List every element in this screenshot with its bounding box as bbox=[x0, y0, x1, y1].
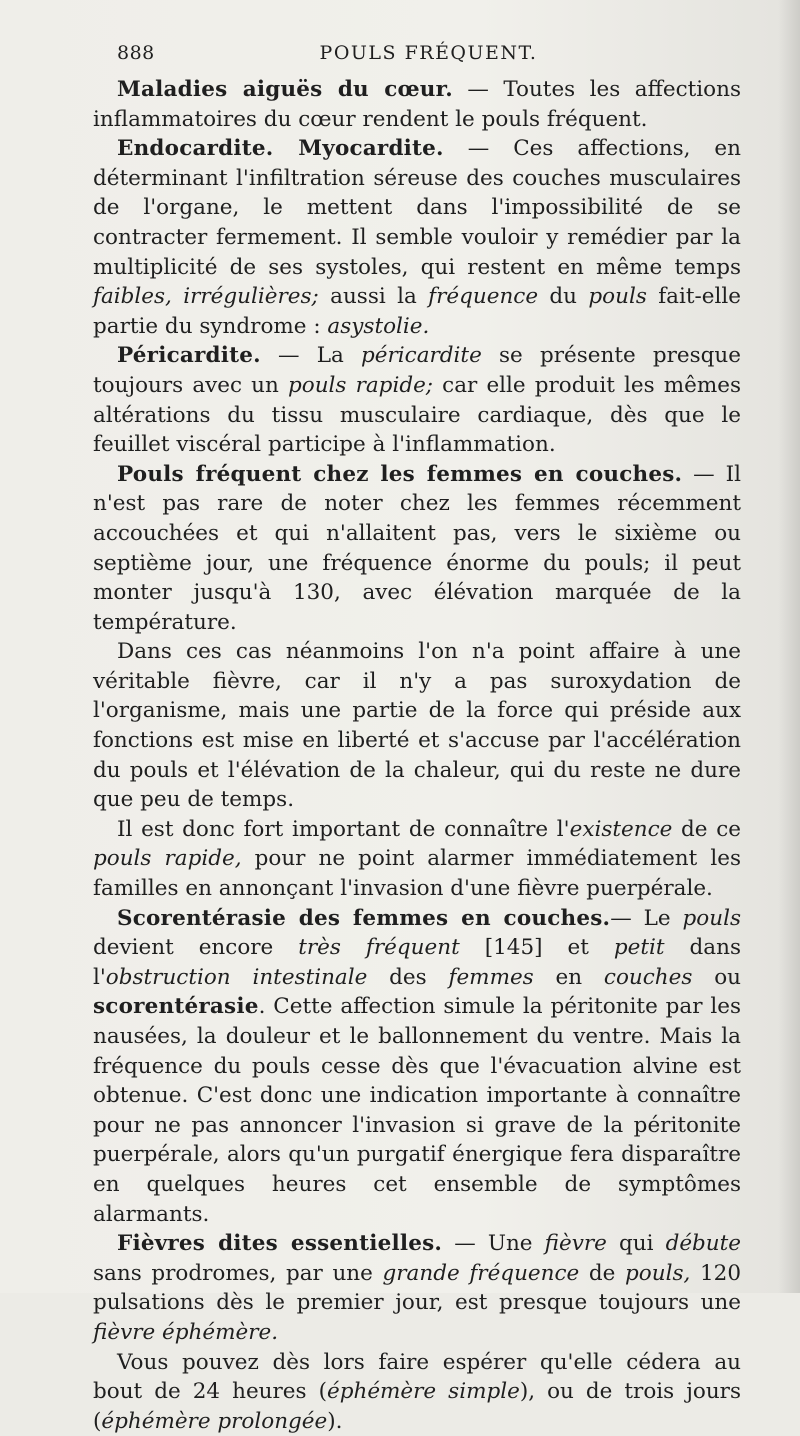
page-header bbox=[117, 40, 740, 72]
dash: — bbox=[442, 1231, 488, 1257]
paragraph-text: se présente presque toujours avec un bbox=[93, 343, 742, 398]
paragraph-text: [145] et bbox=[459, 935, 614, 961]
emphasis: éphémère prolongée bbox=[101, 1408, 328, 1434]
paragraph-text: Toutes les affections inflammatoires du cœur rendent le pouls fréquent. bbox=[93, 77, 741, 132]
run-in-heading: Fièvres dites essentielles. bbox=[117, 1231, 443, 1257]
emphasis: obstruction intestinale bbox=[105, 964, 368, 990]
paragraph-text: Il est donc fort important de connaître l' bbox=[117, 816, 570, 842]
paragraph-text: de ce bbox=[672, 816, 741, 842]
paragraph-text: des bbox=[367, 964, 449, 990]
emphasis: fièvre bbox=[544, 1231, 607, 1257]
dash: — bbox=[443, 136, 514, 162]
paragraph-maladies-aigues bbox=[93, 75, 741, 134]
paragraph-text: car elle produit les mêmes altérations du tissu musculaire cardiaque, dès que le feuillet viscéral participe à l'inflammation. bbox=[93, 372, 742, 458]
paragraph-text: 120 pulsations dès le premier jour, est presque toujours une bbox=[93, 1260, 742, 1316]
emphasis: pouls, bbox=[625, 1260, 691, 1286]
paragraph-text: Le bbox=[643, 905, 683, 931]
paragraph-text: dans l' bbox=[93, 935, 741, 990]
bold-term: scorentérasie bbox=[93, 994, 259, 1020]
run-in-heading: Maladies aiguës du cœur. bbox=[117, 77, 453, 102]
emphasis: femmes bbox=[448, 964, 534, 990]
emphasis: pouls rapide, bbox=[93, 846, 242, 872]
emphasis: existence bbox=[569, 816, 673, 842]
run-in-heading: Pouls fréquent chez les femmes en couches. bbox=[117, 461, 683, 487]
dash: — bbox=[610, 905, 644, 931]
paragraph-text: ou bbox=[692, 964, 741, 990]
dash: — bbox=[682, 461, 726, 487]
run-in-heading: Péricardite. bbox=[117, 343, 261, 369]
paragraph-text: aussi la bbox=[318, 284, 417, 310]
emphasis: éphémère simple bbox=[326, 1379, 520, 1405]
run-in-heading: Scorentérasie des femmes en couches. bbox=[117, 905, 611, 931]
page-edge-shadow bbox=[778, 0, 800, 1293]
emphasis: pouls bbox=[682, 905, 741, 931]
paragraph-pericardite bbox=[93, 341, 741, 459]
paragraph-text: Il n'est pas rare de noter chez les femmes récemment accouchées et qui n'allaitent pas, vers le sixième ou septième jour, une fréquence énorme du pouls; il peut monter jusqu'à 130, avec élévation marquée de la température. bbox=[93, 461, 741, 635]
paragraph-text: en bbox=[533, 964, 604, 990]
paragraph-text: qui bbox=[606, 1231, 666, 1257]
body-text bbox=[93, 75, 741, 1436]
paragraph-text: La bbox=[316, 343, 362, 369]
paragraph-text: de bbox=[579, 1260, 626, 1286]
emphasis: fièvre éphémère. bbox=[93, 1319, 279, 1345]
emphasis: péricardite bbox=[361, 343, 482, 369]
paragraph-pouls-rapide bbox=[93, 815, 741, 904]
emphasis: grande fréquence bbox=[382, 1260, 580, 1286]
paragraph-text: sans prodromes, par une bbox=[93, 1260, 383, 1286]
paragraph-text: Ces affections, en déterminant l'infiltration séreuse des couches musculaires de l'organe, le mettent dans l'impossibilité de se contracter fermement. Il semble vouloir y remédier par la multiplicité de ses systoles, qui restent en même temps bbox=[93, 136, 741, 280]
emphasis: débute bbox=[665, 1231, 742, 1257]
emphasis: fréquence bbox=[428, 284, 539, 310]
paragraph-fievre-veritable bbox=[93, 637, 741, 815]
paragraph-text: Vous pouvez dès lors faire espérer qu'elle cédera au bout de 24 heures ( bbox=[93, 1349, 741, 1405]
page-number: 888 bbox=[117, 42, 155, 64]
paragraph-text: ). bbox=[327, 1408, 343, 1434]
paragraph-text: ), ou de trois jours ( bbox=[93, 1379, 741, 1434]
run-in-heading: Endocardite. Myocardite. bbox=[117, 136, 444, 162]
paragraph-text: devient encore bbox=[93, 935, 299, 961]
paragraph-endocardite bbox=[93, 134, 741, 341]
paragraph-fievres-essentielles bbox=[93, 1229, 741, 1347]
emphasis: très fréquent bbox=[298, 935, 460, 961]
paragraph-text: fait-elle partie du syndrome : bbox=[93, 284, 741, 339]
running-title: POULS FRÉQUENT. bbox=[319, 42, 538, 64]
dash: — bbox=[452, 77, 504, 102]
emphasis: petit bbox=[613, 935, 665, 961]
paragraph-text: pour ne point alarmer immédiatement les familles en annonçant l'invasion d'une fièvre puerpérale. bbox=[93, 846, 741, 902]
emphasis: pouls bbox=[588, 284, 647, 310]
paragraph-text: Dans ces cas néanmoins l'on n'a point affaire à une véritable fièvre, car il n'y a pas suroxydation de l'organisme, mais une partie de la force qui préside aux fonctions est mise en liberté et s'accuse par l'accélération du pouls et l'élévation de la chaleur, qui du reste ne dure que peu de temps. bbox=[93, 639, 741, 813]
emphasis: couches bbox=[603, 964, 693, 990]
paragraph-text: Une bbox=[487, 1231, 545, 1257]
emphasis: pouls rapide; bbox=[288, 372, 434, 398]
paragraph-text: du bbox=[538, 284, 589, 310]
emphasis: faibles, irrégulières; bbox=[93, 284, 319, 310]
paragraph-femmes-en-couches bbox=[93, 460, 741, 638]
paragraph-text: . Cette affection simule la péritonite par les nausées, la douleur et le ballonnement du ventre. Mais la fréquence du pouls cesse dès que l'évacuation alvine est obtenue. C'est donc une indication importante à connaître pour ne pas annoncer l'invasion si grave de la péritonite puerpérale, alors qu'un purgatif énergique fera disparaître en quelques heures cet ensemble de symptômes alarmants. bbox=[93, 994, 741, 1227]
emphasis: asystolie. bbox=[327, 313, 430, 339]
paragraph-scorenterasie bbox=[93, 904, 741, 1230]
dash: — bbox=[260, 343, 317, 369]
paragraph-ephemere bbox=[93, 1348, 741, 1436]
